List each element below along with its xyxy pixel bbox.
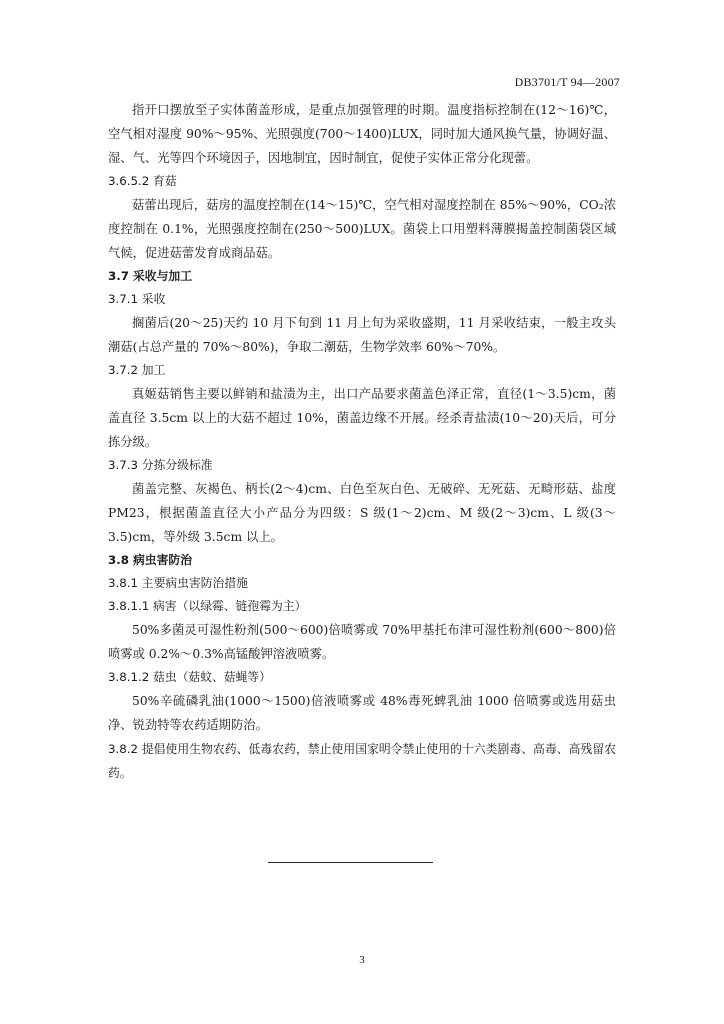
section-heading: 3.8.1.1 病害（以绿霉、链孢霉为主） <box>108 599 307 613</box>
end-of-text-rule <box>268 862 433 863</box>
section-heading: 3.7 采收与加工 <box>108 269 192 283</box>
section-heading: 3.7.1 采收 <box>108 292 166 306</box>
body-paragraph: 指开口摆放至子实体菌盖形成，是重点加强管理的时期。温度指标控制在(12～16)℃，空气相对湿度 90%～95%、光照强度(700～1400)LUX，同时加大通风换气量，协调好温、湿、气、光等四个环境因子，因地制宜，因时制宜，促使子实体正常分化现蕾。 <box>108 103 616 165</box>
document-code: DB3701/T 94—2007 <box>514 75 620 89</box>
body-paragraph: 50%辛硫磷乳油(1000～1500)倍液喷雾或 48%毒死蜱乳油 1000 倍喷雾或选用菇虫净、锐劲特等农药适期防治。 <box>108 694 616 732</box>
body-paragraph: 菌盖完整、灰褐色、柄长(2～4)cm、白色至灰白色、无破碎、无死菇、无畸形菇、盐度 PM23，根据菌盖直径大小产品分为四级：S 级(1～2)cm、M 级(2～3)cm、L 级(3～3.5)cm，等外级 3.5cm 以上。 <box>108 482 616 544</box>
section-heading: 3.7.2 加工 <box>108 363 166 377</box>
body-paragraph: 真姬菇销售主要以鲜销和盐渍为主，出口产品要求菌盖色泽正常，直径(1～3.5)cm，菌盖直径 3.5cm 以上的大菇不超过 10%，菌盖边缘不开展。经杀青盐渍(10～20)天后，可分拣分级。 <box>108 387 616 449</box>
section-heading: 3.8 病虫害防治 <box>108 553 192 567</box>
body-paragraph: 50%多菌灵可湿性粉剂(500～600)倍喷雾或 70%甲基托布津可湿性粉剂(600～800)倍喷雾或 0.2%～0.3%高锰酸钾溶液喷雾。 <box>108 623 616 661</box>
section-heading: 3.7.3 分拣分级标准 <box>108 458 213 472</box>
section-heading: 3.8.1 主要病虫害防治措施 <box>108 576 248 590</box>
body-paragraph: 搁菌后(20～25)天约 10 月下旬到 11 月上旬为采收盛期，11 月采收结束，一般主攻头潮菇(占总产量的 70%～80%)，争取二潮菇，生物学效率 60%～70%。 <box>108 316 616 354</box>
document-body <box>108 98 616 785</box>
section-heading: 3.8.2 提倡使用生物农药、低毒农药，禁止使用国家明令禁止使用的十六类剧毒、高毒、高残留农药。 <box>108 742 616 780</box>
section-heading: 3.6.5.2 育菇 <box>108 174 177 188</box>
page-number: 3 <box>359 954 365 966</box>
body-paragraph: 菇蕾出现后，菇房的温度控制在(14～15)℃，空气相对湿度控制在 85%～90%，CO₂浓度控制在 0.1%，光照强度控制在(250～500)LUX。菌袋上口用塑料薄膜揭盖控制菌袋区域气候，促进菇蕾发育成商品菇。 <box>108 198 616 260</box>
section-heading: 3.8.1.2 菇虫（菇蚊、菇蝇等） <box>108 670 271 684</box>
